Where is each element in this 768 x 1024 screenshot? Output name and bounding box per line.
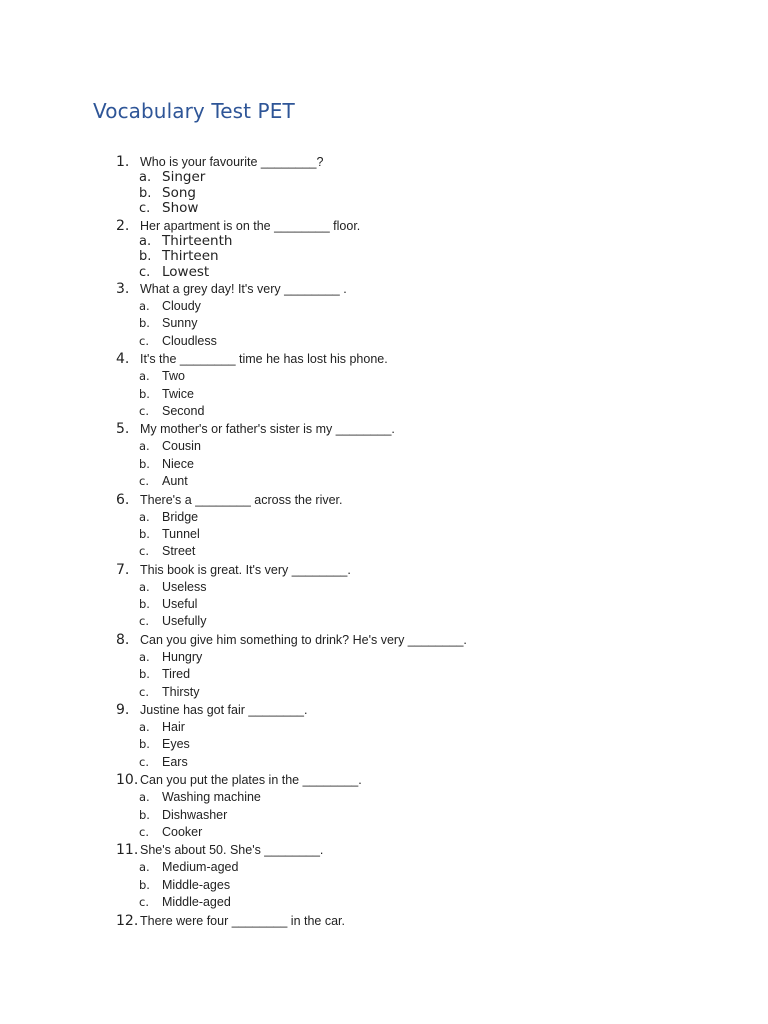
option-text: Aunt	[162, 474, 188, 489]
question-row	[0, 153, 768, 170]
option-list	[0, 368, 768, 420]
question-number: 12.	[116, 912, 139, 929]
question-row	[0, 771, 768, 789]
option-list	[0, 789, 768, 841]
page-title: Vocabulary Test PET	[93, 99, 295, 123]
option-list	[0, 649, 768, 701]
option-list	[0, 234, 768, 281]
option-text: Hungry	[162, 649, 203, 664]
option-letter: c.	[139, 333, 149, 348]
option-item	[0, 807, 768, 824]
option-letter: c.	[139, 264, 151, 280]
option-item	[0, 509, 768, 526]
option-item	[0, 249, 768, 265]
option-letter: b.	[139, 526, 150, 541]
option-text: Cousin	[162, 439, 201, 454]
option-text: Hair	[162, 720, 185, 735]
option-letter: a.	[139, 439, 150, 454]
question-text: There's a ________ across the river.	[140, 492, 343, 507]
question-row	[0, 631, 768, 649]
question-row	[0, 561, 768, 579]
option-item	[0, 201, 768, 217]
question-number: 10.	[116, 772, 139, 789]
option-text: Thirsty	[162, 684, 200, 699]
option-item	[0, 789, 768, 806]
option-list	[0, 719, 768, 771]
option-letter: c.	[139, 201, 151, 216]
option-text: Cloudless	[162, 333, 217, 348]
option-text: Street	[162, 544, 196, 559]
question-row	[0, 912, 768, 930]
option-text: Usefully	[162, 614, 207, 629]
question-item	[0, 420, 768, 490]
option-item	[0, 170, 768, 186]
option-letter: b.	[139, 807, 150, 822]
option-letter: a.	[139, 720, 150, 735]
question-text: It's the ________ time he has lost his phone.	[140, 352, 388, 367]
option-list	[0, 438, 768, 490]
option-text: Washing machine	[162, 790, 261, 805]
option-list	[0, 509, 768, 561]
option-text: Sunny	[162, 316, 198, 331]
option-text: Second	[162, 403, 205, 418]
question-number: 11.	[116, 842, 139, 859]
option-letter: a.	[139, 369, 150, 384]
option-item	[0, 754, 768, 771]
question-number: 5.	[116, 421, 130, 438]
question-text: She's about 50. She's ________.	[140, 843, 324, 858]
option-letter: a.	[139, 233, 152, 249]
option-text: Middle-aged	[162, 895, 231, 910]
option-item	[0, 315, 768, 332]
option-item	[0, 824, 768, 841]
option-item	[0, 877, 768, 894]
question-row	[0, 701, 768, 719]
option-text: Dishwasher	[162, 807, 228, 822]
option-letter: b.	[139, 877, 150, 892]
option-text: Cloudy	[162, 299, 201, 313]
option-item	[0, 894, 768, 911]
question-number: 6.	[116, 491, 130, 508]
option-item	[0, 526, 768, 543]
option-text: Show	[162, 200, 199, 216]
option-letter: b.	[139, 597, 150, 612]
option-letter: b.	[139, 249, 152, 264]
question-number: 1.	[116, 154, 130, 170]
option-text: Medium-aged	[162, 860, 239, 875]
question-list	[0, 153, 768, 930]
option-text: Useless	[162, 579, 207, 594]
question-number: 8.	[116, 631, 130, 648]
option-letter: b.	[139, 386, 150, 401]
question-text: This book is great. It's very ________.	[140, 562, 351, 577]
option-item	[0, 298, 768, 315]
option-item	[0, 613, 768, 630]
option-item	[0, 186, 768, 202]
question-text: Can you give him something to drink? He's very ________.	[140, 632, 467, 647]
option-text: Niece	[162, 456, 194, 471]
option-letter: b.	[139, 737, 150, 752]
question-item	[0, 280, 768, 350]
question-item	[0, 631, 768, 701]
option-text: Thirteenth	[162, 232, 233, 249]
option-item	[0, 543, 768, 560]
option-letter: c.	[139, 614, 149, 629]
question-item	[0, 771, 768, 841]
question-text: Can you put the plates in the ________.	[140, 773, 362, 788]
option-text: Singer	[162, 169, 206, 185]
question-item	[0, 912, 768, 930]
question-row	[0, 420, 768, 438]
option-text: Ears	[162, 754, 188, 769]
option-text: Tired	[162, 667, 191, 682]
option-item	[0, 684, 768, 701]
option-letter: a.	[139, 860, 150, 875]
question-text: Who is your favourite ________?	[140, 155, 324, 169]
option-item	[0, 649, 768, 666]
option-item	[0, 666, 768, 683]
option-text: Thirteen	[162, 248, 219, 264]
option-text: Useful	[162, 597, 198, 612]
option-item	[0, 368, 768, 385]
option-text: Cooker	[162, 824, 203, 839]
question-item	[0, 491, 768, 561]
question-row	[0, 217, 768, 234]
option-text: Tunnel	[162, 526, 200, 541]
option-text: Middle-ages	[162, 877, 231, 892]
question-text: What a grey day! It's very ________ .	[140, 282, 347, 296]
option-letter: b.	[139, 456, 150, 471]
option-letter: c.	[139, 684, 149, 699]
option-text: Two	[162, 369, 185, 384]
option-text: Lowest	[162, 263, 210, 280]
question-number: 4.	[116, 351, 130, 368]
option-item	[0, 473, 768, 490]
option-letter: c.	[139, 895, 149, 910]
option-text: Song	[162, 184, 196, 201]
option-item	[0, 234, 768, 250]
option-text: Eyes	[162, 737, 190, 752]
option-item	[0, 333, 768, 350]
question-item	[0, 153, 768, 217]
question-row	[0, 350, 768, 368]
option-letter: b.	[139, 185, 152, 201]
question-item	[0, 350, 768, 420]
option-item	[0, 579, 768, 596]
option-letter: c.	[139, 824, 149, 839]
option-letter: a.	[139, 299, 150, 313]
option-letter: c.	[139, 544, 149, 559]
question-row	[0, 491, 768, 509]
option-text: Twice	[162, 386, 194, 401]
option-item	[0, 859, 768, 876]
option-letter: a.	[139, 170, 152, 185]
option-text: Bridge	[162, 509, 199, 524]
question-text: My mother's or father's sister is my ________.	[140, 422, 395, 437]
question-row	[0, 280, 768, 298]
option-item	[0, 265, 768, 281]
question-item	[0, 561, 768, 631]
option-item	[0, 386, 768, 403]
option-item	[0, 596, 768, 613]
question-number: 3.	[116, 281, 130, 297]
option-list	[0, 298, 768, 350]
option-item	[0, 456, 768, 473]
question-item	[0, 701, 768, 771]
option-letter: a.	[139, 579, 150, 594]
question-text: There were four ________ in the car.	[140, 913, 345, 928]
option-letter: a.	[139, 790, 150, 805]
question-item	[0, 841, 768, 911]
option-list	[0, 859, 768, 911]
question-item	[0, 217, 768, 281]
option-item	[0, 736, 768, 753]
question-number: 2.	[116, 217, 130, 234]
option-item	[0, 719, 768, 736]
option-letter: b.	[139, 667, 150, 682]
option-item	[0, 403, 768, 420]
option-letter: c.	[139, 474, 149, 489]
option-letter: b.	[139, 316, 150, 331]
question-number: 9.	[116, 702, 130, 719]
option-list	[0, 579, 768, 631]
question-text: Her apartment is on the ________ floor.	[140, 218, 361, 233]
question-number: 7.	[116, 561, 130, 578]
question-text: Justine has got fair ________.	[140, 703, 308, 718]
option-letter: a.	[139, 649, 150, 664]
option-item	[0, 438, 768, 455]
question-row	[0, 841, 768, 859]
option-list	[0, 170, 768, 217]
option-letter: a.	[139, 509, 150, 524]
option-letter: c.	[139, 754, 149, 769]
option-letter: c.	[139, 403, 149, 418]
